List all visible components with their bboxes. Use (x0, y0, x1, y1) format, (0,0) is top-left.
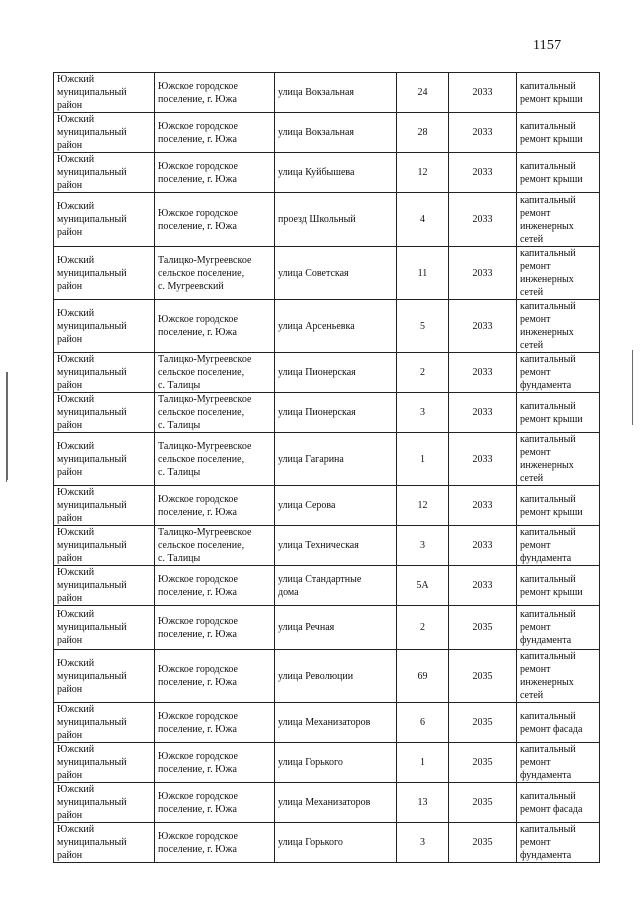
settlement-cell: Южское городское поселение, г. Южа (155, 193, 275, 247)
house-number-cell: 5 (397, 300, 449, 353)
table-row (54, 650, 600, 703)
district-cell: Южский муниципальный район (54, 433, 155, 486)
work-type-cell: капитальный ремонт крыши (517, 566, 600, 606)
work-type-cell: капитальный ремонт фасада (517, 703, 600, 743)
settlement-cell: Талицко-Мугреевское сельское поселение, с. Талицы (155, 526, 275, 566)
house-number-cell: 3 (397, 526, 449, 566)
year-cell: 2033 (449, 486, 517, 526)
district-cell: Южский муниципальный район (54, 73, 155, 113)
work-type-cell: капитальный ремонт фундамента (517, 823, 600, 863)
table-row (54, 353, 600, 393)
district-cell: Южский муниципальный район (54, 650, 155, 703)
district-cell: Южский муниципальный район (54, 193, 155, 247)
house-number-cell: 3 (397, 393, 449, 433)
house-number-cell: 2 (397, 606, 449, 650)
district-cell: Южский муниципальный район (54, 486, 155, 526)
work-type-cell: капитальный ремонт инженерных сетей (517, 433, 600, 486)
settlement-cell: Южское городское поселение, г. Южа (155, 73, 275, 113)
year-cell: 2035 (449, 743, 517, 783)
street-cell: улица Речная (275, 606, 397, 650)
table-row (54, 73, 600, 113)
table-row (54, 486, 600, 526)
street-cell: улица Арсеньевка (275, 300, 397, 353)
district-cell: Южский муниципальный район (54, 703, 155, 743)
district-cell: Южский муниципальный район (54, 300, 155, 353)
table-row (54, 823, 600, 863)
work-type-cell: капитальный ремонт крыши (517, 73, 600, 113)
work-type-cell: капитальный ремонт фундамента (517, 353, 600, 393)
settlement-cell: Южское городское поселение, г. Южа (155, 650, 275, 703)
table-row (54, 433, 600, 486)
scan-mark-left (6, 372, 8, 480)
district-cell: Южский муниципальный район (54, 526, 155, 566)
settlement-cell: Южское городское поселение, г. Южа (155, 113, 275, 153)
table-row (54, 703, 600, 743)
house-number-cell: 12 (397, 486, 449, 526)
district-cell: Южский муниципальный район (54, 783, 155, 823)
work-type-cell: капитальный ремонт крыши (517, 113, 600, 153)
house-number-cell: 5А (397, 566, 449, 606)
settlement-cell: Южское городское поселение, г. Южа (155, 703, 275, 743)
house-number-cell: 28 (397, 113, 449, 153)
scan-mark-left-tick (6, 468, 7, 482)
table-row (54, 300, 600, 353)
house-number-cell: 2 (397, 353, 449, 393)
table-row (54, 247, 600, 300)
street-cell: улица Вокзальная (275, 73, 397, 113)
district-cell: Южский муниципальный район (54, 113, 155, 153)
house-number-cell: 6 (397, 703, 449, 743)
table-row (54, 153, 600, 193)
table-row (54, 193, 600, 247)
street-cell: улица Механизаторов (275, 783, 397, 823)
year-cell: 2033 (449, 433, 517, 486)
page-number: 1157 (533, 38, 562, 53)
house-number-cell: 1 (397, 743, 449, 783)
year-cell: 2033 (449, 153, 517, 193)
settlement-cell: Талицко-Мугреевское сельское поселение, с. Талицы (155, 393, 275, 433)
year-cell: 2035 (449, 823, 517, 863)
street-cell: проезд Школьный (275, 193, 397, 247)
street-cell: улица Революции (275, 650, 397, 703)
scan-mark-right (632, 350, 633, 425)
year-cell: 2035 (449, 606, 517, 650)
street-cell: улица Вокзальная (275, 113, 397, 153)
district-cell: Южский муниципальный район (54, 606, 155, 650)
table-row (54, 783, 600, 823)
table-row (54, 526, 600, 566)
settlement-cell: Южское городское поселение, г. Южа (155, 823, 275, 863)
work-type-cell: капитальный ремонт крыши (517, 486, 600, 526)
street-cell: улица Механизаторов (275, 703, 397, 743)
settlement-cell: Талицко-Мугреевское сельское поселение, с. Талицы (155, 433, 275, 486)
street-cell: улица Гагарина (275, 433, 397, 486)
street-cell: улица Стандартные дома (275, 566, 397, 606)
settlement-cell: Талицко-Мугреевское сельское поселение, с. Талицы (155, 353, 275, 393)
table-row (54, 743, 600, 783)
street-cell: улица Пионерская (275, 393, 397, 433)
district-cell: Южский муниципальный район (54, 743, 155, 783)
district-cell: Южский муниципальный район (54, 353, 155, 393)
table-row (54, 113, 600, 153)
table-row (54, 606, 600, 650)
work-type-cell: капитальный ремонт инженерных сетей (517, 650, 600, 703)
work-type-cell: капитальный ремонт фасада (517, 783, 600, 823)
year-cell: 2033 (449, 247, 517, 300)
work-type-cell: капитальный ремонт крыши (517, 153, 600, 193)
house-number-cell: 4 (397, 193, 449, 247)
year-cell: 2035 (449, 783, 517, 823)
house-number-cell: 12 (397, 153, 449, 193)
house-number-cell: 69 (397, 650, 449, 703)
table-body (54, 73, 600, 863)
house-number-cell: 1 (397, 433, 449, 486)
settlement-cell: Южское городское поселение, г. Южа (155, 606, 275, 650)
year-cell: 2035 (449, 650, 517, 703)
housing-repair-table (53, 72, 600, 863)
work-type-cell: капитальный ремонт фундамента (517, 606, 600, 650)
house-number-cell: 3 (397, 823, 449, 863)
year-cell: 2033 (449, 300, 517, 353)
district-cell: Южский муниципальный район (54, 393, 155, 433)
settlement-cell: Южское городское поселение, г. Южа (155, 153, 275, 193)
work-type-cell: капитальный ремонт инженерных сетей (517, 300, 600, 353)
work-type-cell: капитальный ремонт крыши (517, 393, 600, 433)
year-cell: 2033 (449, 566, 517, 606)
street-cell: улица Горького (275, 743, 397, 783)
year-cell: 2033 (449, 526, 517, 566)
settlement-cell: Южское городское поселение, г. Южа (155, 566, 275, 606)
settlement-cell: Южское городское поселение, г. Южа (155, 743, 275, 783)
year-cell: 2033 (449, 393, 517, 433)
street-cell: улица Советская (275, 247, 397, 300)
work-type-cell: капитальный ремонт инженерных сетей (517, 193, 600, 247)
table-row (54, 393, 600, 433)
street-cell: улица Пионерская (275, 353, 397, 393)
street-cell: улица Техническая (275, 526, 397, 566)
district-cell: Южский муниципальный район (54, 247, 155, 300)
table-row (54, 566, 600, 606)
district-cell: Южский муниципальный район (54, 566, 155, 606)
year-cell: 2033 (449, 193, 517, 247)
year-cell: 2033 (449, 113, 517, 153)
work-type-cell: капитальный ремонт фундамента (517, 526, 600, 566)
district-cell: Южский муниципальный район (54, 823, 155, 863)
street-cell: улица Серова (275, 486, 397, 526)
year-cell: 2033 (449, 353, 517, 393)
settlement-cell: Талицко-Мугреевское сельское поселение, с. Мугреевский (155, 247, 275, 300)
house-number-cell: 13 (397, 783, 449, 823)
settlement-cell: Южское городское поселение, г. Южа (155, 783, 275, 823)
year-cell: 2033 (449, 73, 517, 113)
settlement-cell: Южское городское поселение, г. Южа (155, 300, 275, 353)
street-cell: улица Куйбышева (275, 153, 397, 193)
year-cell: 2035 (449, 703, 517, 743)
house-number-cell: 24 (397, 73, 449, 113)
district-cell: Южский муниципальный район (54, 153, 155, 193)
work-type-cell: капитальный ремонт фундамента (517, 743, 600, 783)
work-type-cell: капитальный ремонт инженерных сетей (517, 247, 600, 300)
house-number-cell: 11 (397, 247, 449, 300)
settlement-cell: Южское городское поселение, г. Южа (155, 486, 275, 526)
street-cell: улица Горького (275, 823, 397, 863)
